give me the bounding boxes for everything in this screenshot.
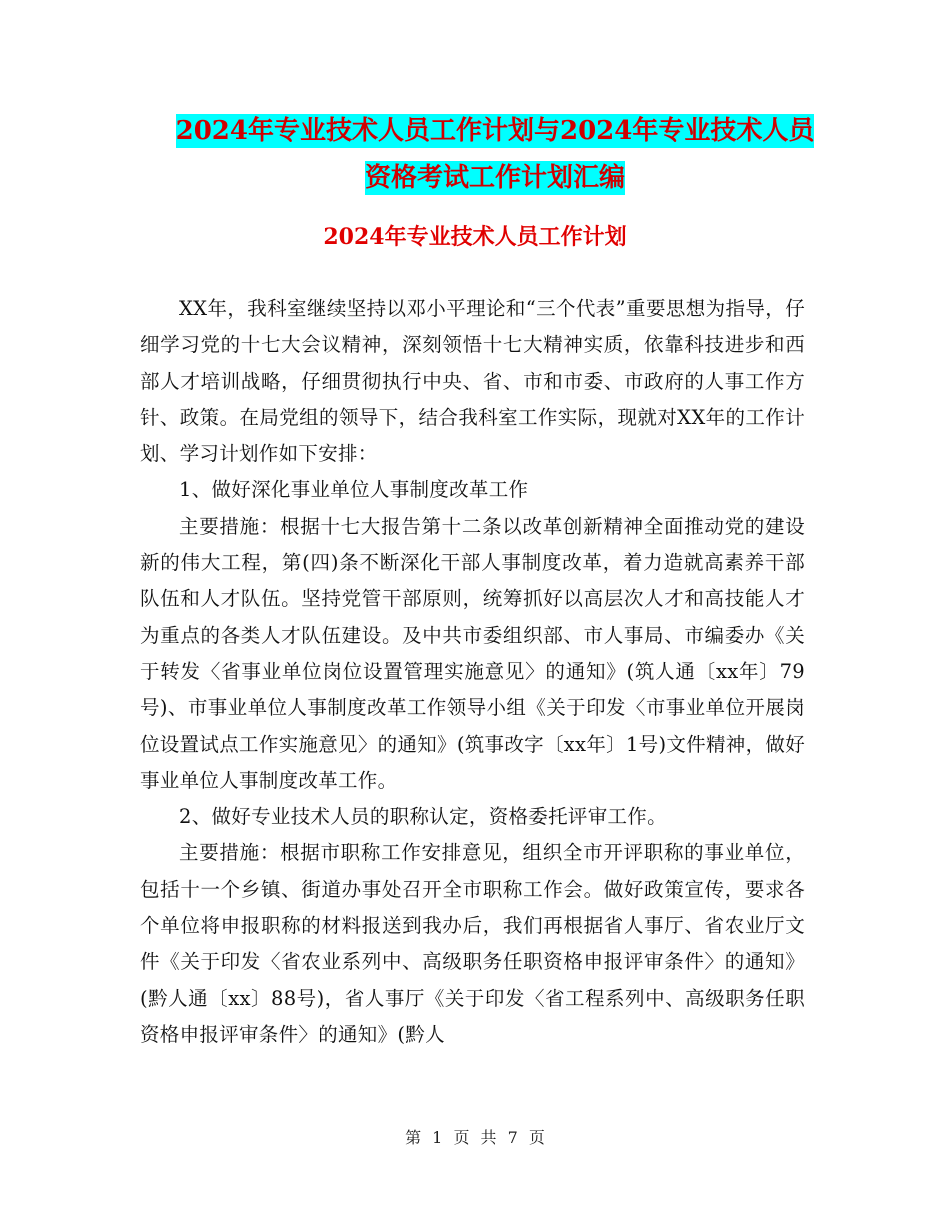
paragraph-intro: XX年，我科室继续坚持以邓小平理论和“三个代表”重要思想为指导，仔细学习党的十七大会议精神，深刻领悟十七大精神实质，依靠科技进步和西部人才培训战略，仔细贯彻执行中央、省、市和市委、市政府的人事工作方针、政策。在局党组的领导下，结合我科室工作实际，现就对XX年的工作计划、学习计划作如下安排： bbox=[140, 297, 805, 466]
document-title-line-1: 2024年专业技术人员工作计划与2024年专业技术人员 bbox=[175, 116, 815, 146]
document-title bbox=[140, 108, 850, 202]
paragraph-heading-1: 1、做好深化事业单位人事制度改革工作 bbox=[179, 478, 529, 502]
page-footer: 第 1 页 共 7 页 bbox=[405, 1128, 545, 1147]
paragraph-measures-1: 主要措施：根据十七大报告第十二条以改革创新精神全面推动党的建设新的伟大工程，第(四)条不断深化干部人事制度改革，着力造就高素养干部队伍和人才队伍。坚持党管干部原则，统筹抓好以高层次人才和高技能人才为重点的各类人才队伍建设。及中共市委组织部、市人事局、市编委办《关于转发〈省事业单位岗位设置管理实施意见〉的通知》(筑人通〔xx年〕79号)、市事业单位人事制度改革工作领导小组《关于印发〈市事业单位开展岗位设置试点工作实施意见〉的通知》(筑事改字〔xx年〕1号)文件精神，做好事业单位人事制度改革工作。 bbox=[140, 514, 805, 792]
section-title: 2024年专业技术人员工作计划 bbox=[323, 224, 627, 250]
paragraph-heading-2: 2、做好专业技术人员的职称认定，资格委托评审工作。 bbox=[179, 805, 667, 829]
paragraph-measures-2: 主要措施：根据市职称工作安排意见，组织全市开评职称的事业单位，包括十一个乡镇、街道办事处召开全市职称工作会。做好政策宣传，要求各个单位将申报职称的材料报送到我办后，我们再根据省人事厅、省农业厅文件《关于印发〈省农业系列中、高级职务任职资格申报评审条件〉的通知》(黔人通〔xx〕88号)，省人事厅《关于印发〈省工程系列中、高级职务任职资格申报评审条件〉的通知》(黔人 bbox=[140, 841, 805, 1046]
document-title-line-2: 资格考试工作计划汇编 bbox=[364, 163, 625, 193]
document-body bbox=[140, 291, 805, 1053]
